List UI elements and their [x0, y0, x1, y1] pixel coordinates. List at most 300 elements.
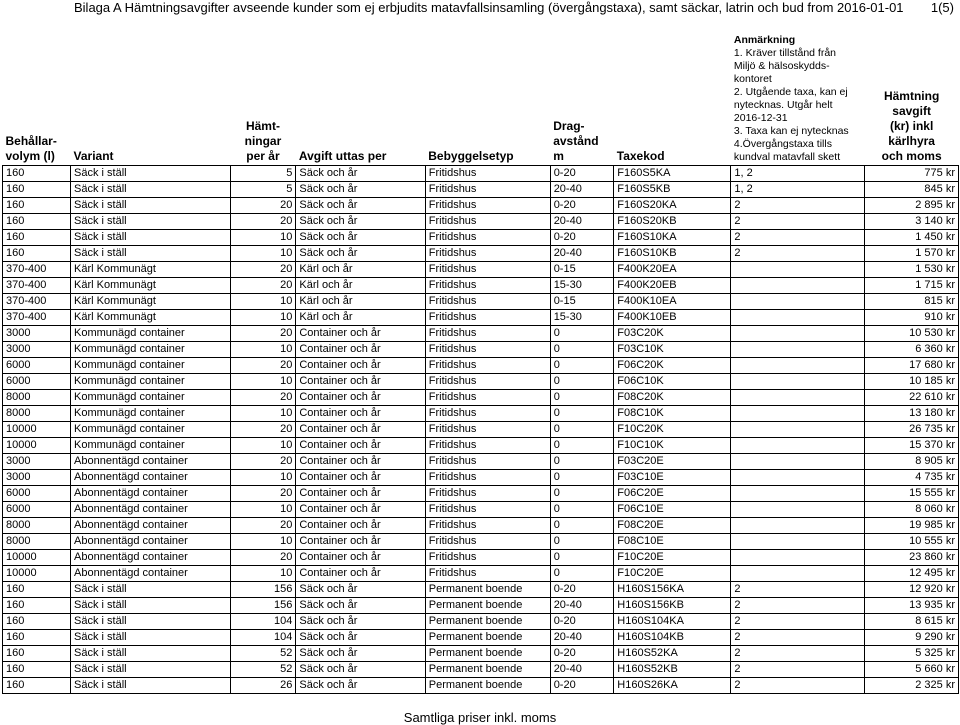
- cell-fee-per: Kärl och år: [296, 278, 425, 294]
- cell-code: F03C10E: [614, 470, 731, 486]
- cell-fee-per: Säck och år: [296, 598, 425, 614]
- cell-building: Fritidshus: [425, 406, 550, 422]
- note-line: 1. Kräver tillstånd från: [733, 47, 837, 59]
- cell-pickups: 10: [230, 230, 296, 246]
- cell-fee-per: Container och år: [296, 550, 425, 566]
- cell-pickups: 10: [230, 294, 296, 310]
- table-row: [3, 406, 959, 422]
- cell-fee-per: Säck och år: [296, 230, 425, 246]
- header-variant: Variant: [71, 34, 231, 166]
- cell-building: Fritidshus: [425, 214, 550, 230]
- note-line: Miljö & hälsoskydds-: [733, 60, 830, 72]
- cell-fee-per: Säck och år: [296, 182, 425, 198]
- cell-distance: 0-15: [550, 262, 614, 278]
- cell-pickups: 10: [230, 342, 296, 358]
- cell-fee-per: Container och år: [296, 374, 425, 390]
- table-row: [3, 310, 959, 326]
- cell-building: Fritidshus: [425, 326, 550, 342]
- cell-note: 2: [731, 198, 865, 214]
- cell-code: F06C10K: [614, 374, 731, 390]
- page-number: 1(5): [930, 0, 954, 15]
- page-title: [74, 0, 954, 16]
- cell-note: [731, 326, 865, 342]
- table-row: [3, 662, 959, 678]
- header-volume-line: volym (l): [5, 149, 55, 163]
- cell-note: [731, 550, 865, 566]
- cell-note: [731, 406, 865, 422]
- cell-fee: 3 140 kr: [865, 214, 959, 230]
- cell-pickups: 20: [230, 486, 296, 502]
- cell-volume: 160: [3, 662, 71, 678]
- table-row: [3, 198, 959, 214]
- cell-fee-per: Container och år: [296, 406, 425, 422]
- cell-fee-per: Container och år: [296, 342, 425, 358]
- cell-fee: 1 715 kr: [865, 278, 959, 294]
- cell-note: [731, 502, 865, 518]
- cell-code: F10C20K: [614, 422, 731, 438]
- header-pickups: [230, 34, 296, 166]
- cell-variant: Säck i ställ: [71, 582, 231, 598]
- cell-code: F160S5KB: [614, 182, 731, 198]
- cell-volume: 370-400: [3, 278, 71, 294]
- cell-note: [731, 518, 865, 534]
- cell-volume: 3000: [3, 342, 71, 358]
- cell-distance: 0: [550, 550, 614, 566]
- table-row: [3, 438, 959, 454]
- cell-variant: Säck i ställ: [71, 646, 231, 662]
- cell-fee-per: Container och år: [296, 454, 425, 470]
- cell-distance: 0: [550, 358, 614, 374]
- cell-variant: Kommunägd container: [71, 342, 231, 358]
- note-line: kundval matavfall skett: [733, 151, 841, 163]
- cell-pickups: 20: [230, 422, 296, 438]
- cell-volume: 8000: [3, 518, 71, 534]
- header-fee: [865, 34, 959, 166]
- fee-table: [2, 34, 959, 694]
- cell-distance: 0-20: [550, 614, 614, 630]
- cell-code: F160S5KA: [614, 166, 731, 182]
- header-note: [731, 34, 865, 166]
- header-fee-per: Avgift uttas per: [296, 34, 425, 166]
- cell-variant: Kommunägd container: [71, 422, 231, 438]
- cell-pickups: 20: [230, 198, 296, 214]
- cell-fee-per: Container och år: [296, 566, 425, 582]
- table-row: [3, 566, 959, 582]
- cell-pickups: 10: [230, 470, 296, 486]
- cell-distance: 0-20: [550, 166, 614, 182]
- cell-code: F160S10KA: [614, 230, 731, 246]
- cell-pickups: 10: [230, 566, 296, 582]
- cell-note: [731, 534, 865, 550]
- cell-code: H160S104KA: [614, 614, 731, 630]
- cell-code: F400K10EB: [614, 310, 731, 326]
- cell-code: F08C10K: [614, 406, 731, 422]
- cell-distance: 0: [550, 390, 614, 406]
- table-row: [3, 598, 959, 614]
- cell-pickups: 26: [230, 678, 296, 694]
- table-row: [3, 246, 959, 262]
- table-row: [3, 294, 959, 310]
- cell-volume: 160: [3, 198, 71, 214]
- header-distance: [550, 34, 614, 166]
- cell-distance: 0: [550, 470, 614, 486]
- cell-note: [731, 438, 865, 454]
- cell-code: H160S52KB: [614, 662, 731, 678]
- table-row: [3, 518, 959, 534]
- cell-note: 2: [731, 630, 865, 646]
- cell-volume: 10000: [3, 550, 71, 566]
- cell-pickups: 156: [230, 598, 296, 614]
- cell-building: Permanent boende: [425, 678, 550, 694]
- table-row: [3, 582, 959, 598]
- cell-volume: 6000: [3, 486, 71, 502]
- cell-pickups: 20: [230, 214, 296, 230]
- cell-note: 2: [731, 598, 865, 614]
- cell-fee-per: Säck och år: [296, 630, 425, 646]
- cell-fee: 12 920 kr: [865, 582, 959, 598]
- header-volume: [3, 34, 71, 166]
- cell-volume: 10000: [3, 438, 71, 454]
- cell-variant: Kommunägd container: [71, 438, 231, 454]
- cell-building: Fritidshus: [425, 262, 550, 278]
- cell-fee: 13 180 kr: [865, 406, 959, 422]
- cell-fee-per: Säck och år: [296, 246, 425, 262]
- cell-building: Fritidshus: [425, 502, 550, 518]
- cell-code: H160S26KA: [614, 678, 731, 694]
- cell-volume: 8000: [3, 406, 71, 422]
- header-fee-line: och moms: [881, 149, 942, 163]
- cell-note: [731, 454, 865, 470]
- cell-volume: 160: [3, 214, 71, 230]
- cell-note: 2: [731, 230, 865, 246]
- cell-volume: 6000: [3, 374, 71, 390]
- footer-note: Samtliga priser inkl. moms: [403, 710, 557, 725]
- cell-fee: 15 370 kr: [865, 438, 959, 454]
- cell-building: Fritidshus: [425, 358, 550, 374]
- cell-variant: Kärl Kommunägt: [71, 294, 231, 310]
- cell-pickups: 10: [230, 502, 296, 518]
- cell-pickups: 20: [230, 454, 296, 470]
- table-row: [3, 390, 959, 406]
- header-fee-line: savgift: [892, 104, 931, 118]
- cell-fee: 10 555 kr: [865, 534, 959, 550]
- cell-fee: 13 935 kr: [865, 598, 959, 614]
- table-row: [3, 278, 959, 294]
- cell-fee-per: Säck och år: [296, 678, 425, 694]
- cell-variant: Säck i ställ: [71, 182, 231, 198]
- cell-distance: 0: [550, 518, 614, 534]
- cell-note: [731, 422, 865, 438]
- header-fee-line: Hämtning: [883, 89, 940, 103]
- cell-variant: Kommunägd container: [71, 406, 231, 422]
- table-row: [3, 326, 959, 342]
- cell-code: F10C10K: [614, 438, 731, 454]
- table-row: [3, 358, 959, 374]
- cell-distance: 0-20: [550, 198, 614, 214]
- cell-volume: 3000: [3, 470, 71, 486]
- header-pickups-line: per år: [246, 149, 280, 163]
- cell-variant: Säck i ställ: [71, 662, 231, 678]
- cell-building: Fritidshus: [425, 390, 550, 406]
- cell-code: F10C20E: [614, 566, 731, 582]
- cell-volume: 160: [3, 646, 71, 662]
- cell-fee: 910 kr: [865, 310, 959, 326]
- note-line: 2. Utgående taxa, kan ej: [733, 86, 848, 98]
- table-row: [3, 678, 959, 694]
- note-line: 4.Övergångstaxa tills: [733, 138, 832, 150]
- cell-note: 2: [731, 582, 865, 598]
- table-row: [3, 550, 959, 566]
- cell-distance: 20-40: [550, 630, 614, 646]
- cell-code: F160S10KB: [614, 246, 731, 262]
- cell-code: F400K10EA: [614, 294, 731, 310]
- cell-fee: 775 kr: [865, 166, 959, 182]
- cell-fee-per: Container och år: [296, 534, 425, 550]
- cell-volume: 160: [3, 166, 71, 182]
- cell-volume: 6000: [3, 358, 71, 374]
- cell-volume: 370-400: [3, 310, 71, 326]
- cell-fee: 1 530 kr: [865, 262, 959, 278]
- cell-pickups: 52: [230, 646, 296, 662]
- header-distance-line: Drag-: [553, 119, 585, 133]
- cell-code: F400K20EA: [614, 262, 731, 278]
- cell-building: Fritidshus: [425, 534, 550, 550]
- cell-note: 2: [731, 678, 865, 694]
- cell-variant: Säck i ställ: [71, 230, 231, 246]
- cell-pickups: 5: [230, 182, 296, 198]
- cell-fee-per: Kärl och år: [296, 294, 425, 310]
- cell-pickups: 104: [230, 630, 296, 646]
- cell-building: Fritidshus: [425, 454, 550, 470]
- cell-building: Fritidshus: [425, 422, 550, 438]
- cell-note: [731, 358, 865, 374]
- cell-distance: 20-40: [550, 214, 614, 230]
- note-line: nytecknas. Utgår helt: [733, 99, 833, 111]
- cell-distance: 0: [550, 566, 614, 582]
- cell-variant: Abonnentägd container: [71, 518, 231, 534]
- cell-code: H160S156KA: [614, 582, 731, 598]
- cell-building: Fritidshus: [425, 230, 550, 246]
- note-line: 3. Taxa kan ej nytecknas: [733, 125, 849, 137]
- cell-distance: 0: [550, 486, 614, 502]
- cell-fee: 8 060 kr: [865, 502, 959, 518]
- cell-variant: Abonnentägd container: [71, 502, 231, 518]
- cell-building: Fritidshus: [425, 438, 550, 454]
- table-row: [3, 534, 959, 550]
- cell-code: H160S52KA: [614, 646, 731, 662]
- cell-fee: 23 860 kr: [865, 550, 959, 566]
- cell-pickups: 156: [230, 582, 296, 598]
- cell-pickups: 10: [230, 438, 296, 454]
- cell-variant: Säck i ställ: [71, 678, 231, 694]
- table-row: [3, 374, 959, 390]
- cell-pickups: 5: [230, 166, 296, 182]
- table-row: [3, 342, 959, 358]
- cell-volume: 6000: [3, 502, 71, 518]
- cell-fee-per: Säck och år: [296, 214, 425, 230]
- cell-fee: 22 610 kr: [865, 390, 959, 406]
- cell-variant: Säck i ställ: [71, 598, 231, 614]
- cell-note: [731, 262, 865, 278]
- cell-distance: 0: [550, 374, 614, 390]
- cell-distance: 0: [550, 502, 614, 518]
- cell-code: H160S156KB: [614, 598, 731, 614]
- cell-note: 2: [731, 614, 865, 630]
- cell-distance: 0: [550, 406, 614, 422]
- cell-pickups: 52: [230, 662, 296, 678]
- cell-volume: 160: [3, 678, 71, 694]
- cell-building: Fritidshus: [425, 198, 550, 214]
- cell-fee-per: Säck och år: [296, 198, 425, 214]
- cell-note: [731, 486, 865, 502]
- cell-pickups: 20: [230, 390, 296, 406]
- cell-distance: 0: [550, 534, 614, 550]
- table-row: [3, 614, 959, 630]
- cell-fee-per: Container och år: [296, 422, 425, 438]
- cell-volume: 3000: [3, 454, 71, 470]
- cell-distance: 0: [550, 438, 614, 454]
- cell-distance: 20-40: [550, 598, 614, 614]
- cell-pickups: 20: [230, 262, 296, 278]
- cell-fee-per: Säck och år: [296, 166, 425, 182]
- cell-fee: 10 530 kr: [865, 326, 959, 342]
- cell-volume: 160: [3, 614, 71, 630]
- cell-variant: Säck i ställ: [71, 614, 231, 630]
- cell-pickups: 10: [230, 374, 296, 390]
- table-row: [3, 630, 959, 646]
- cell-fee-per: Container och år: [296, 358, 425, 374]
- cell-variant: Kommunägd container: [71, 326, 231, 342]
- cell-pickups: 20: [230, 278, 296, 294]
- cell-code: F160S20KB: [614, 214, 731, 230]
- cell-note: [731, 342, 865, 358]
- cell-note: [731, 566, 865, 582]
- cell-volume: 160: [3, 582, 71, 598]
- table-row: [3, 486, 959, 502]
- cell-code: F03C20E: [614, 454, 731, 470]
- cell-distance: 0-20: [550, 678, 614, 694]
- cell-distance: 15-30: [550, 278, 614, 294]
- cell-distance: 0: [550, 454, 614, 470]
- cell-pickups: 10: [230, 534, 296, 550]
- cell-building: Fritidshus: [425, 374, 550, 390]
- cell-pickups: 20: [230, 518, 296, 534]
- cell-variant: Kärl Kommunägt: [71, 278, 231, 294]
- cell-fee: 12 495 kr: [865, 566, 959, 582]
- note-line: 2016-12-31: [733, 112, 788, 124]
- cell-code: F08C20E: [614, 518, 731, 534]
- cell-variant: Kärl Kommunägt: [71, 310, 231, 326]
- cell-volume: 3000: [3, 326, 71, 342]
- cell-fee-per: Container och år: [296, 486, 425, 502]
- cell-fee-per: Container och år: [296, 518, 425, 534]
- cell-code: F06C20E: [614, 486, 731, 502]
- cell-fee: 8 905 kr: [865, 454, 959, 470]
- cell-variant: Kommunägd container: [71, 374, 231, 390]
- cell-volume: 10000: [3, 566, 71, 582]
- table-row: [3, 230, 959, 246]
- cell-fee-per: Container och år: [296, 326, 425, 342]
- cell-variant: Abonnentägd container: [71, 550, 231, 566]
- cell-fee: 17 680 kr: [865, 358, 959, 374]
- cell-note: [731, 374, 865, 390]
- cell-code: F03C20K: [614, 326, 731, 342]
- cell-code: F400K20EB: [614, 278, 731, 294]
- cell-pickups: 10: [230, 246, 296, 262]
- cell-building: Permanent boende: [425, 646, 550, 662]
- cell-fee: 815 kr: [865, 294, 959, 310]
- cell-fee: 26 735 kr: [865, 422, 959, 438]
- table-row: [3, 646, 959, 662]
- cell-fee: 19 985 kr: [865, 518, 959, 534]
- note-line: kontoret: [733, 73, 772, 85]
- header-fee-line: kärlhyra: [888, 134, 935, 148]
- cell-note: 2: [731, 646, 865, 662]
- table-row: [3, 502, 959, 518]
- cell-fee-per: Säck och år: [296, 662, 425, 678]
- cell-distance: 0: [550, 422, 614, 438]
- cell-variant: Kommunägd container: [71, 358, 231, 374]
- cell-fee: 6 360 kr: [865, 342, 959, 358]
- header-fee-line: (kr) inkl: [889, 119, 934, 133]
- cell-volume: 370-400: [3, 262, 71, 278]
- cell-variant: Kärl Kommunägt: [71, 262, 231, 278]
- header-distance-line: m: [553, 149, 564, 163]
- cell-pickups: 20: [230, 358, 296, 374]
- table-row: [3, 182, 959, 198]
- cell-volume: 370-400: [3, 294, 71, 310]
- cell-variant: Abonnentägd container: [71, 454, 231, 470]
- cell-fee-per: Säck och år: [296, 646, 425, 662]
- header-volume-line: Behållar-: [5, 134, 57, 148]
- cell-fee-per: Kärl och år: [296, 310, 425, 326]
- cell-fee: 4 735 kr: [865, 470, 959, 486]
- table-row: [3, 454, 959, 470]
- table-row: [3, 470, 959, 486]
- cell-variant: Säck i ställ: [71, 198, 231, 214]
- cell-fee: 9 290 kr: [865, 630, 959, 646]
- table-row: [3, 262, 959, 278]
- cell-building: Fritidshus: [425, 486, 550, 502]
- cell-volume: 160: [3, 630, 71, 646]
- header-building: Bebyggelsetyp: [425, 34, 550, 166]
- cell-fee-per: Container och år: [296, 438, 425, 454]
- cell-variant: Säck i ställ: [71, 630, 231, 646]
- cell-building: Fritidshus: [425, 470, 550, 486]
- cell-fee: 2 325 kr: [865, 678, 959, 694]
- cell-pickups: 10: [230, 310, 296, 326]
- cell-fee-per: Kärl och år: [296, 262, 425, 278]
- cell-note: [731, 278, 865, 294]
- cell-volume: 160: [3, 246, 71, 262]
- cell-distance: 0-20: [550, 230, 614, 246]
- header-pickups-line: Hämt-: [245, 119, 280, 133]
- cell-fee: 845 kr: [865, 182, 959, 198]
- cell-volume: 160: [3, 182, 71, 198]
- header-code: Taxekod: [614, 34, 731, 166]
- cell-variant: Abonnentägd container: [71, 470, 231, 486]
- cell-variant: Abonnentägd container: [71, 486, 231, 502]
- cell-building: Fritidshus: [425, 278, 550, 294]
- cell-pickups: 10: [230, 406, 296, 422]
- cell-distance: 20-40: [550, 182, 614, 198]
- cell-distance: 20-40: [550, 662, 614, 678]
- cell-building: Permanent boende: [425, 582, 550, 598]
- cell-volume: 160: [3, 230, 71, 246]
- cell-fee-per: Container och år: [296, 470, 425, 486]
- cell-code: F03C10K: [614, 342, 731, 358]
- cell-fee: 5 325 kr: [865, 646, 959, 662]
